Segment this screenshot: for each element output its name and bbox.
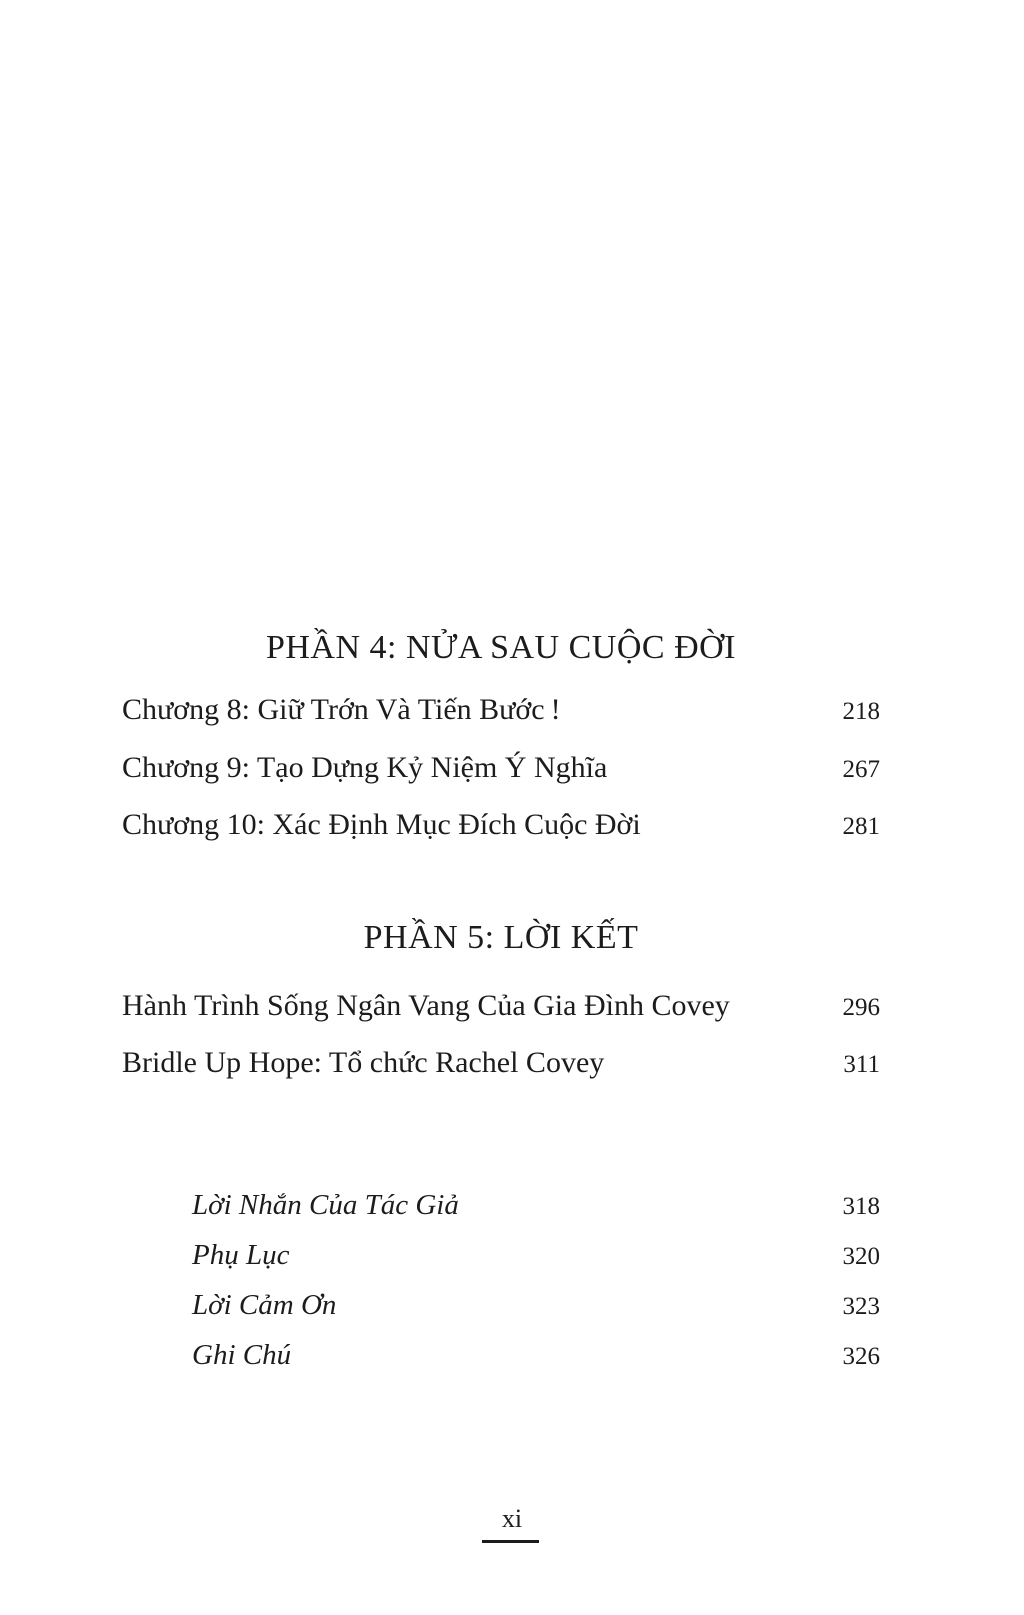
back-matter-label: Phụ Lục	[192, 1239, 290, 1271]
toc-entry-label: Chương 10: Xác Định Mục Đích Cuộc Đời	[122, 808, 641, 841]
toc-row	[122, 988, 880, 1026]
toc-entry-label: Chương 9: Tạo Dựng Kỷ Niệm Ý Nghĩa	[122, 751, 608, 784]
section-heading-part-5: PHẦN 5: LỜI KẾT	[363, 919, 639, 956]
toc-entry-page-number: 296	[842, 994, 880, 1021]
toc-entry-page-number: 323	[842, 1293, 880, 1320]
toc-row	[122, 807, 880, 845]
toc-row	[122, 692, 880, 730]
toc-entry-page-number: 311	[843, 1051, 880, 1078]
toc-entry-page-number: 320	[842, 1243, 880, 1270]
back-matter-label: Lời Nhắn Của Tác Giả	[192, 1189, 459, 1221]
section-heading-part-4: PHẦN 4: NỬA SAU CUỘC ĐỜI	[265, 629, 737, 666]
toc-entry-page-number: 318	[842, 1193, 880, 1220]
back-matter-row	[192, 1288, 880, 1325]
toc-entry-page-number: 281	[842, 813, 880, 840]
footer-page-number: xi	[501, 1504, 523, 1533]
toc-entry-label: Bridle Up Hope: Tổ chức Rachel Covey	[122, 1046, 605, 1079]
toc-entry-page-number: 326	[842, 1343, 880, 1370]
back-matter-row	[192, 1338, 880, 1375]
toc-entry-page-number: 267	[842, 756, 880, 783]
back-matter-row	[192, 1188, 880, 1225]
toc-entry-label: Chương 8: Giữ Trớn Và Tiến Bước !	[122, 693, 561, 726]
toc-row	[122, 750, 880, 788]
toc-row	[122, 1045, 880, 1083]
back-matter-label: Ghi Chú	[192, 1339, 292, 1371]
footer-rule	[482, 1540, 539, 1543]
toc-entry-label: Hành Trình Sống Ngân Vang Của Gia Đình Covey	[122, 989, 730, 1022]
toc-entry-page-number: 218	[842, 698, 880, 725]
back-matter-label: Lời Cảm Ơn	[192, 1289, 337, 1321]
back-matter-row	[192, 1238, 880, 1275]
